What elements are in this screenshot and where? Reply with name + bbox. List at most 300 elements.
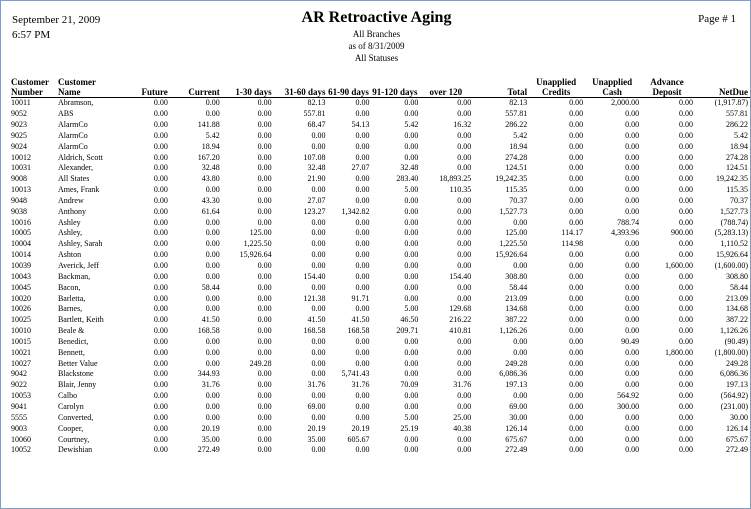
cell-total: 387.22 [505,315,528,325]
cell-31-60-days: 123.27 [303,206,326,216]
cell-over-120: 0.00 [457,228,472,238]
cell-61-90-days: 20.19 [351,423,370,433]
cell-net-due: 274.28 [726,152,748,162]
cell-91-120-days: 0.00 [404,239,419,249]
cell-unapplied-cash: 4,393.96 [611,228,640,238]
cell-61-90-days: 0.00 [355,401,370,411]
cell-total: 557.81 [505,109,528,119]
cell-total: 6,086.36 [499,369,528,379]
cell-current: 58.44 [201,282,220,292]
cell-advance-deposit: 0.00 [678,217,693,227]
cell-future: 0.00 [153,293,168,303]
cell-customer-number: 9052 [11,109,27,119]
col-total: Total [473,71,529,97]
cell-customer-number: 10004 [11,239,31,249]
cell-total: 0.00 [513,261,528,270]
cell-unapplied-credits: 0.00 [569,109,584,119]
cell-61-90-days: 0.00 [355,445,370,455]
cell-customer-name: Benedict, [57,336,89,346]
cell-advance-deposit: 0.00 [678,358,693,368]
cell-31-60-days: 27.07 [307,195,326,205]
cell-advance-deposit: 0.00 [678,401,693,411]
cell-31-60-days: 0.00 [311,239,326,249]
cell-current: 272.49 [197,445,220,455]
cell-over-120: 0.00 [457,336,472,346]
cell-customer-name: Barnes, [57,304,83,314]
cell-customer-number: 10060 [11,434,31,444]
cell-1-30-days: 0.00 [257,195,272,205]
cell-customer-number: 9025 [11,130,27,140]
table-row [11,445,750,456]
cell-customer-number: 10014 [11,250,31,260]
cell-customer-name: AlarmCo [57,120,88,130]
cell-91-120-days: 0.00 [404,391,419,401]
cell-1-30-days: 0.00 [257,271,272,281]
cell-customer-number: 10031 [11,163,31,173]
cell-31-60-days: 0.00 [311,336,326,346]
cell-total: 286.22 [505,120,528,130]
cell-31-60-days: 0.00 [311,217,326,227]
cell-91-120-days: 0.00 [404,369,419,379]
cell-91-120-days: 0.00 [404,250,419,260]
table-row [11,423,750,434]
table-row [11,271,750,282]
table-row [11,119,750,130]
cell-advance-deposit: 0.00 [678,326,693,336]
cell-unapplied-credits: 0.00 [569,282,584,292]
table-row [11,228,750,239]
cell-advance-deposit: 0.00 [678,98,693,108]
cell-current: 344.93 [197,369,220,379]
cell-future: 0.00 [153,304,168,314]
cell-current: 0.00 [205,228,220,238]
cell-advance-deposit: 0.00 [678,423,693,433]
cell-net-due: (564.92) [720,391,748,401]
cell-31-60-days: 0.00 [311,141,326,151]
cell-1-30-days: 0.00 [257,282,272,292]
cell-61-90-days: 0.00 [355,228,370,238]
cell-customer-name: Ashley, [57,228,83,238]
cell-customer-number: 9008 [11,174,27,184]
cell-unapplied-cash: 0.00 [625,261,640,270]
cell-1-30-days: 1,225.50 [243,239,272,249]
cell-unapplied-credits: 0.00 [569,141,584,151]
cell-over-120: 25.00 [453,412,472,422]
cell-over-120: 0.00 [457,195,472,205]
cell-1-30-days: 0.00 [257,130,272,140]
cell-net-due: (1,800.00) [714,347,748,357]
cell-customer-name: ABS [57,109,74,119]
cell-unapplied-credits: 114.98 [561,239,584,249]
cell-61-90-days: 0.00 [355,282,370,292]
cell-unapplied-credits: 0.00 [569,380,584,390]
cell-customer-name: Converted, [57,412,94,422]
cell-current: 0.00 [205,261,220,270]
cell-future: 0.00 [153,347,168,357]
cell-unapplied-cash: 0.00 [625,239,640,249]
cell-advance-deposit: 0.00 [678,391,693,401]
cell-total: 124.51 [505,163,528,173]
cell-unapplied-credits: 0.00 [569,250,584,260]
cell-unapplied-cash: 0.00 [625,174,640,184]
aging-table [11,71,750,455]
cell-current: 0.00 [205,391,220,401]
table-row [11,249,750,260]
cell-unapplied-credits: 0.00 [569,336,584,346]
cell-unapplied-cash: 0.00 [625,195,640,205]
cell-over-120: 40.38 [453,423,472,433]
cell-future: 0.00 [153,445,168,455]
cell-advance-deposit: 1,800.00 [664,347,693,357]
cell-over-120: 110.35 [449,185,472,195]
cell-unapplied-cash: 0.00 [625,250,640,260]
table-row [11,97,750,108]
cell-customer-name: Ashley [57,217,81,227]
cell-unapplied-cash: 0.00 [625,326,640,336]
cell-future: 0.00 [153,369,168,379]
cell-31-60-days: 0.00 [311,445,326,455]
cell-future: 0.00 [153,163,168,173]
cell-net-due: 557.81 [726,109,748,119]
cell-net-due: 387.22 [726,315,748,325]
table-row [11,379,750,390]
cell-future: 0.00 [153,98,168,108]
cell-customer-name: Ashley, Sarah [57,239,103,249]
cell-net-due: (1,600.00) [714,261,748,270]
cell-61-90-days: 605.67 [347,434,370,444]
cell-over-120: 0.00 [457,217,472,227]
cell-net-due: 126.14 [726,423,748,433]
cell-customer-number: 10016 [11,217,31,227]
cell-current: 31.76 [201,380,220,390]
cell-1-30-days: 0.00 [257,109,272,119]
cell-91-120-days: 209.71 [396,326,419,336]
cell-1-30-days: 0.00 [257,326,272,336]
cell-1-30-days: 0.00 [257,423,272,433]
cell-current: 0.00 [205,185,220,195]
cell-advance-deposit: 0.00 [678,282,693,292]
report-statuses: All Statuses [354,53,399,63]
cell-1-30-days: 0.00 [257,120,272,130]
cell-31-60-days: 0.00 [311,412,326,422]
cell-current: 5.42 [205,130,220,140]
cell-customer-number: 10027 [11,358,31,368]
cell-future: 0.00 [153,401,168,411]
cell-customer-number: 9022 [11,380,27,390]
cell-1-30-days: 0.00 [257,401,272,411]
cell-unapplied-credits: 0.00 [569,315,584,325]
cell-over-120: 0.00 [457,261,472,270]
cell-total: 5.42 [513,130,528,140]
cell-over-120: 129.68 [449,304,472,314]
cell-unapplied-cash: 2,000.00 [611,98,640,108]
cell-current: 0.00 [205,347,220,357]
table-row [11,206,750,217]
cell-total: 69.00 [509,401,528,411]
cell-61-90-days: 0.00 [355,217,370,227]
cell-31-60-days: 21.90 [307,174,326,184]
cell-total: 0.00 [513,347,528,357]
cell-advance-deposit: 0.00 [678,130,693,140]
cell-unapplied-cash: 0.00 [625,152,640,162]
cell-total: 249.28 [505,358,528,368]
cell-total: 58.44 [509,282,528,292]
cell-unapplied-cash: 0.00 [625,141,640,151]
cell-unapplied-cash: 0.00 [625,412,640,422]
cell-current: 0.00 [205,98,220,108]
cell-total: 19,242.35 [495,174,528,184]
cell-unapplied-cash: 0.00 [625,434,640,444]
cell-customer-name: Calbo [57,391,78,401]
table-body [11,97,750,455]
cell-total: 274.28 [505,152,528,162]
cell-customer-name: Blair, Jenny [57,380,97,390]
cell-1-30-days: 0.00 [257,206,272,216]
cell-unapplied-cash: 0.00 [625,358,640,368]
cell-61-90-days: 91.71 [351,293,370,303]
cell-unapplied-credits: 0.00 [569,120,584,130]
cell-customer-number: 10015 [11,336,31,346]
cell-current: 35.00 [201,434,220,444]
cell-1-30-days: 0.00 [257,174,272,184]
cell-customer-number: 9024 [11,141,27,151]
table-header-row [11,71,750,97]
cell-total: 30.00 [509,412,528,422]
cell-over-120: 0.00 [457,250,472,260]
cell-customer-name: AlarmCo [57,141,88,151]
cell-current: 0.00 [205,358,220,368]
cell-unapplied-credits: 0.00 [569,130,584,140]
cell-over-120: 0.00 [457,98,472,108]
cell-net-due: (231.00) [720,401,748,411]
cell-future: 0.00 [153,141,168,151]
cell-customer-name: Aldrich, Scott [57,152,103,162]
cell-61-90-days: 1,342.82 [341,206,370,216]
cell-net-due: (788.74) [720,217,748,227]
cell-total: 134.68 [505,304,528,314]
cell-over-120: 216.22 [449,315,472,325]
cell-customer-number: 9003 [11,423,27,433]
table-row [11,108,750,119]
cell-unapplied-credits: 0.00 [569,163,584,173]
cell-91-120-days: 0.00 [404,217,419,227]
cell-customer-name: Anthony [57,206,86,216]
cell-unapplied-credits: 0.00 [569,98,584,108]
cell-1-30-days: 0.00 [257,336,272,346]
cell-1-30-days: 0.00 [257,261,272,270]
cell-unapplied-cash: 0.00 [625,206,640,216]
cell-unapplied-credits: 0.00 [569,195,584,205]
cell-customer-number: 9023 [11,120,27,130]
cell-over-120: 0.00 [457,130,472,140]
cell-61-90-days: 0.00 [355,130,370,140]
cell-total: 125.00 [505,228,528,238]
cell-current: 167.20 [197,152,220,162]
cell-customer-name: Bartlett, Keith [57,315,104,325]
cell-1-30-days: 125.00 [249,228,272,238]
report-branches: All Branches [352,29,401,39]
cell-advance-deposit: 0.00 [678,109,693,119]
cell-61-90-days: 0.00 [355,358,370,368]
cell-net-due: 1,126.26 [720,326,748,336]
table-row [11,173,750,184]
cell-unapplied-credits: 0.00 [569,217,584,227]
cell-unapplied-credits: 0.00 [569,347,584,357]
cell-future: 0.00 [153,130,168,140]
cell-customer-name: Alexander, [57,163,93,173]
cell-31-60-days: 121.38 [303,293,326,303]
cell-future: 0.00 [153,152,168,162]
cell-net-due: 272.49 [726,445,748,455]
cell-61-90-days: 5,741.43 [341,369,370,379]
cell-31-60-days: 0.00 [311,130,326,140]
cell-net-due: 308.80 [726,271,748,281]
cell-over-120: 18,893.25 [439,174,472,184]
cell-advance-deposit: 0.00 [678,369,693,379]
cell-unapplied-credits: 0.00 [569,293,584,303]
col-net-due: NetDue [695,71,750,97]
cell-customer-name: Andrew [57,195,84,205]
cell-unapplied-credits: 0.00 [569,445,584,455]
cell-31-60-days: 0.00 [311,391,326,401]
cell-current: 20.19 [201,423,220,433]
cell-91-120-days: 0.00 [404,445,419,455]
cell-unapplied-cash: 0.00 [625,380,640,390]
cell-advance-deposit: 0.00 [678,293,693,303]
cell-future: 0.00 [153,261,168,270]
cell-91-120-days: 0.00 [404,141,419,151]
cell-91-120-days: 0.00 [404,401,419,411]
table-row [11,358,750,369]
cell-customer-number: 9042 [11,369,27,379]
col-91-120-days: 91-120 days [371,71,420,97]
cell-current: 0.00 [205,293,220,303]
cell-total: 213.09 [505,293,528,303]
cell-61-90-days: 0.00 [355,304,370,314]
cell-advance-deposit: 0.00 [678,152,693,162]
cell-net-due: 213.09 [726,293,748,303]
cell-advance-deposit: 0.00 [678,412,693,422]
cell-91-120-days: 0.00 [404,152,419,162]
cell-31-60-days: 168.58 [303,326,326,336]
cell-31-60-days: 557.81 [303,109,326,119]
cell-current: 0.00 [205,271,220,281]
cell-over-120: 0.00 [457,206,472,216]
cell-customer-name: Carolyn [57,401,84,411]
cell-advance-deposit: 0.00 [678,206,693,216]
cell-total: 0.00 [513,336,528,346]
cell-1-30-days: 0.00 [257,369,272,379]
cell-1-30-days: 0.00 [257,304,272,314]
cell-advance-deposit: 0.00 [678,239,693,249]
table-row [11,390,750,401]
cell-future: 0.00 [153,228,168,238]
cell-current: 0.00 [205,412,220,422]
report-time: 6:57 PM [12,29,51,41]
cell-total: 1,126.26 [499,326,528,336]
cell-31-60-days: 0.00 [311,347,326,357]
cell-61-90-days: 0.00 [355,336,370,346]
cell-61-90-days: 0.00 [355,412,370,422]
cell-unapplied-cash: 90.49 [621,336,640,346]
cell-31-60-days: 32.48 [307,163,326,173]
col-31-60-days: 31-60 days [274,71,328,97]
cell-over-120: 0.00 [457,358,472,368]
cell-total: 272.49 [505,445,528,455]
cell-1-30-days: 0.00 [257,445,272,455]
cell-unapplied-credits: 0.00 [569,391,584,401]
col-customer-number: Customer Number [11,71,58,97]
cell-net-due: 115.35 [726,185,748,195]
col-over-120: over 120 [420,71,473,97]
cell-future: 0.00 [153,412,168,422]
cell-current: 18.94 [201,141,220,151]
cell-31-60-days: 0.00 [311,358,326,368]
cell-1-30-days: 0.00 [257,293,272,303]
cell-91-120-days: 0.00 [404,293,419,303]
cell-total: 197.13 [505,380,528,390]
cell-current: 0.00 [205,239,220,249]
cell-customer-number: 10045 [11,282,31,292]
cell-31-60-days: 0.00 [311,228,326,238]
cell-future: 0.00 [153,336,168,346]
cell-customer-name: Barletta, [57,293,86,303]
cell-unapplied-cash: 0.00 [625,163,640,173]
cell-customer-number: 10026 [11,304,31,314]
cell-61-90-days: 41.50 [351,315,370,325]
cell-advance-deposit: 0.00 [678,271,693,281]
cell-advance-deposit: 0.00 [678,174,693,184]
cell-61-90-days: 54.13 [351,120,370,130]
cell-total: 0.00 [513,391,528,401]
cell-61-90-days: 0.00 [355,152,370,162]
cell-future: 0.00 [153,326,168,336]
cell-unapplied-cash: 0.00 [625,185,640,195]
table-row [11,401,750,412]
cell-total: 82.13 [509,98,528,108]
cell-future: 0.00 [153,315,168,325]
cell-customer-name: Bennett, [57,347,85,357]
cell-unapplied-credits: 0.00 [569,401,584,411]
cell-unapplied-cash: 0.00 [625,293,640,303]
cell-unapplied-credits: 0.00 [569,206,584,216]
col-advance-deposit: Advance Deposit [641,71,695,97]
cell-total: 126.14 [505,423,528,433]
table-row [11,130,750,141]
cell-91-120-days: 25.19 [400,423,419,433]
cell-customer-number: 10005 [11,228,31,238]
cell-net-due: 1,110.52 [720,239,748,249]
cell-total: 15,926.64 [495,250,528,260]
cell-unapplied-cash: 0.00 [625,282,640,292]
table-row [11,238,750,249]
cell-customer-name: Backman, [57,271,91,281]
cell-1-30-days: 0.00 [257,347,272,357]
cell-over-120: 0.00 [457,369,472,379]
cell-net-due: 30.00 [730,412,748,422]
cell-customer-number: 9048 [11,195,27,205]
cell-1-30-days: 0.00 [257,185,272,195]
cell-current: 41.50 [201,315,220,325]
cell-customer-name: Cooper, [57,423,84,433]
cell-net-due: 249.28 [726,358,748,368]
cell-unapplied-cash: 0.00 [625,369,640,379]
cell-advance-deposit: 0.00 [678,336,693,346]
cell-advance-deposit: 0.00 [678,380,693,390]
cell-91-120-days: 0.00 [404,261,419,270]
cell-total: 115.35 [505,185,528,195]
table-row [11,336,750,347]
